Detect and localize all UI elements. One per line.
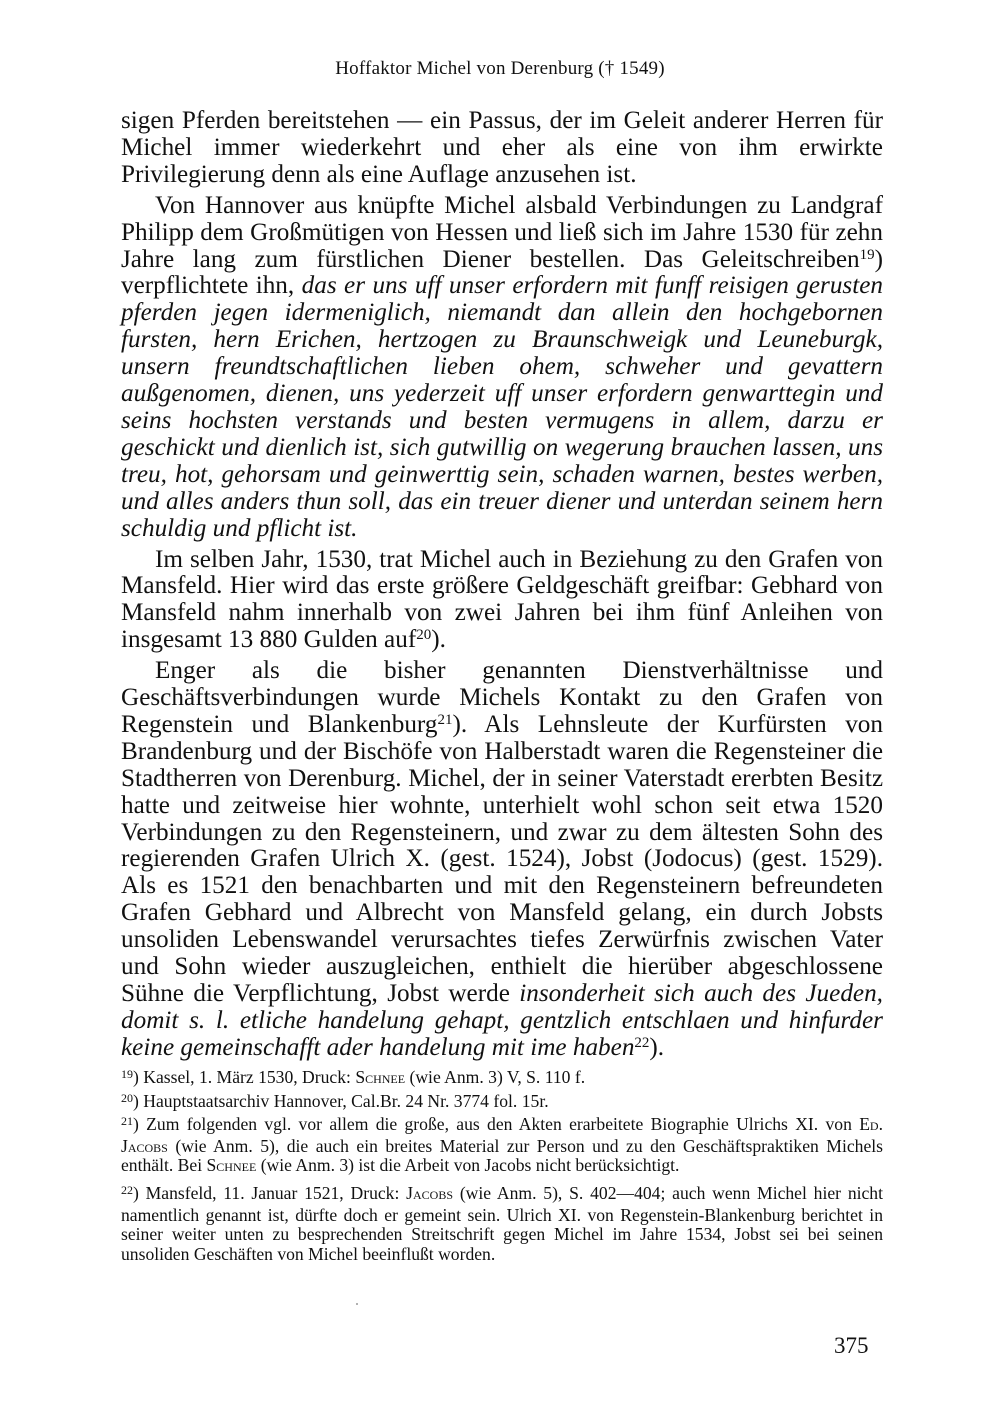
paragraph-text: ). xyxy=(649,1033,665,1061)
paragraph-text: ) verpflichtete ihn, xyxy=(121,245,883,300)
footnote-ref-19[interactable]: 19 xyxy=(859,246,875,263)
page-number: 375 xyxy=(834,1333,869,1358)
author-name: Schnee xyxy=(355,1067,406,1087)
footnote-text: (wie Anm. 3) ist die Arbeit von Jacobs nicht berücksichtigt. xyxy=(256,1155,680,1176)
print-speck xyxy=(356,1303,358,1305)
main-text xyxy=(121,108,883,1062)
paragraph-text: Enger als die bisher genannten Dienstverhältnisse und Geschäftsverbindungen wurde Michels Kontakt zu den Grafen von Regenstein und Blankenburg xyxy=(121,657,883,738)
footnote-text: (wie Anm. 3) V, S. 110 f. xyxy=(405,1067,586,1087)
author-name: Jacobs xyxy=(406,1182,454,1203)
author-name: Ed. Jacobs xyxy=(121,1114,883,1156)
footnote-text: (wie Anm. 5), S. 402—404; auch wenn Michel hier nicht namentlich genannt ist, dürfte doch er gemeint sein. Ulrich XI. von Regenstein-Blankenburg berichtet in seiner weiter unten zu besprechenden Streitschrift gegen Michel im Jahre 1534, Jobst sei bei seinen unsoliden Geschäften von Michel beeinflußt worden. xyxy=(121,1182,883,1264)
running-head: Hoffaktor Michel von Derenburg († 1549) xyxy=(335,58,665,79)
footnote-text: (wie Anm. 5), die auch ein breites Material zur Person und zu den Geschäftspraktiken Michels enthält. Bei xyxy=(121,1135,883,1176)
footnote-20 xyxy=(121,1092,883,1114)
paragraph-2 xyxy=(121,193,883,543)
quotation-italic: das er uns uff unser erfordern mit funff reisigen gerusten pferden jegen idermeniglich, niemandt dan allein den hochgebornen fursten, hern Erichen, hertzogen zu Braunschweigk und Leuneburgk, unsern freundtschaftlichen lieben ohem, schweher und gevattern außgenomen, dienen, uns yederzeit uff unser erfordern genwarttegin und seins hochsten verstands und besten vermugens in allem, darzu er geschickt und dienlich ist, sich gutwillig on wegerung brauchen lassen, uns treu, hot, gehorsam und geinwerttig sein, schaden warnen, bestes werben, und alles anders thun soll, das ein treuer diener und unterdan seinem hern schuldig und pflicht ist. xyxy=(121,272,883,542)
footnote-number: 19 xyxy=(121,1067,133,1081)
footnote-21 xyxy=(121,1115,883,1176)
paragraph-text: Im selben Jahr, 1530, trat Michel auch in Beziehung zu den Grafen von Mansfeld. Hier wird das erste größere Geldgeschäft greifbar: Gebhard von Mansfeld nahm innerhalb von zwei Jahren bei ihm fünf Anleihen von insgesamt 13 880 Gulden auf xyxy=(121,545,883,654)
footnote-number: 21 xyxy=(121,1114,133,1129)
author-name: Schnee xyxy=(206,1155,257,1176)
footnote-ref-20[interactable]: 20 xyxy=(416,627,432,644)
footnote-text: ) Kassel, 1. März 1530, Druck: xyxy=(133,1067,356,1087)
paragraph-4 xyxy=(121,658,883,1062)
footnote-text: ) Zum folgenden vgl. vor allem die große, aus den Akten erarbeitete Biographie Ulrichs XI. von xyxy=(133,1114,860,1135)
paragraph-text: ). xyxy=(431,626,446,654)
footnote-number: 22 xyxy=(121,1182,133,1197)
paragraph-text: ). Als Lehnsleute der Kurfürsten von Brandenburg und der Bischöfe von Halberstadt waren die Regensteiner die Stadtherren von Derenburg. Michel, der in seiner Vaterstadt ererbten Besitz hatte und zeitweise hier wohnte, unterhielt wohl schon seit etwa 1520 Verbindungen zu den Regensteinern, und zwar zu dem ältesten Sohn des regierenden Grafen Ulrich X. (gest. 1524), Jobst (Jodocus) (gest. 1529). Als es 1521 den benachbarten und mit den Regensteinern befreundeten Grafen Gebhard und Albrecht von Mansfeld gelang, ein durch Jobsts unsoliden Lebenswandel verursachtes tiefes Zerwürfnis zwischen Vater und Sohn wieder auszugleichen, enthielt die hierüber abgeschlossene Sühne die Verpflichtung, Jobst werde xyxy=(121,710,883,1007)
footnotes xyxy=(121,1068,883,1264)
paragraph-text: sigen Pferden bereitstehen — ein Passus, der im Geleit anderer Herren für Michel immer wiederkehrt und eher als eine von ihm erwirkte Privilegierung denn als eine Auflage anzusehen ist. xyxy=(121,107,883,188)
paragraph-3 xyxy=(121,547,883,655)
quotation-italic: insonderheit sich auch des Jueden, domit s. l. etliche handelung gehapt, gentzlich entschlaen und hinfurder keine gemeinschafft ader handelung mit ime haben xyxy=(121,980,883,1061)
paragraph-1 xyxy=(121,108,883,189)
footnote-19 xyxy=(121,1068,883,1090)
footnote-text: ) Hauptstaatsarchiv Hannover, Cal.Br. 24 Nr. 3774 fol. 15r. xyxy=(133,1090,549,1111)
footnote-ref-22[interactable]: 22 xyxy=(634,1034,650,1051)
footnote-ref-21[interactable]: 21 xyxy=(437,711,453,728)
footnote-number: 20 xyxy=(121,1090,133,1105)
paragraph-text: Von Hannover aus knüpfte Michel alsbald Verbindungen zu Landgraf Philipp dem Großmütigen von Hessen und ließ sich im Jahre 1530 für zehn Jahre lang zum fürstlichen Diener bestellen. Das Geleitschreiben xyxy=(121,191,883,273)
footnote-text: ) Mansfeld, 11. Januar 1521, Druck: xyxy=(133,1182,407,1203)
footnote-22 xyxy=(121,1184,883,1264)
